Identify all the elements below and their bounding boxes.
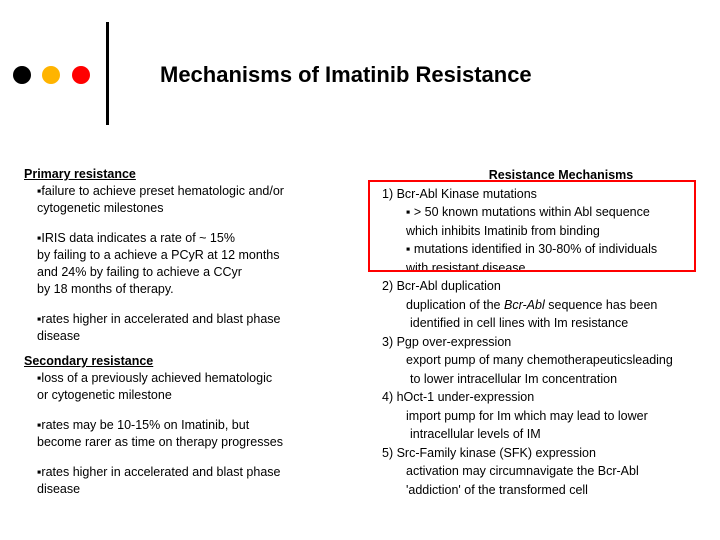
line: cytogenetic milestones xyxy=(37,201,164,215)
highlight-box xyxy=(368,180,696,272)
line: by 18 months of therapy. xyxy=(37,282,174,296)
left-column xyxy=(24,166,354,498)
primary-item xyxy=(24,311,354,345)
gene-name: Bcr-Abl xyxy=(504,297,545,312)
secondary-item xyxy=(24,417,354,451)
mechanism-1: 1) Bcr-Abl Kinase mutations xyxy=(382,186,537,201)
line: disease xyxy=(37,329,81,343)
mechanism-3: 3) Pgp over-expression xyxy=(382,334,512,349)
line: ▪IRIS data indicates a rate of ~ 15% xyxy=(37,231,235,245)
mechanism-1-detail: ▪ > 50 known mutations within Abl sequence xyxy=(406,205,650,219)
primary-item xyxy=(24,183,354,217)
mechanism-3-detail: export pump of many chemotherapeuticsleading xyxy=(406,353,673,367)
secondary-item xyxy=(24,464,354,498)
secondary-item xyxy=(24,370,354,404)
primary-resistance-heading: Primary resistance xyxy=(24,167,136,181)
slide-title: Mechanisms of Imatinib Resistance xyxy=(160,62,532,87)
bullet-dot-yellow xyxy=(42,66,60,84)
mechanism-2-detail: identified in cell lines with Im resistance xyxy=(410,316,629,330)
line: and 24% by failing to achieve a CCyr xyxy=(37,265,242,279)
mechanism-5-detail: activation may circumnavigate the Bcr-Abl xyxy=(406,464,639,478)
mechanism-1-detail: which inhibits Imatinib from binding xyxy=(406,223,600,238)
line: or cytogenetic milestone xyxy=(37,388,172,402)
mechanism-5-detail: 'addiction' of the transformed cell xyxy=(406,482,588,497)
line: become rarer as time on therapy progresses xyxy=(37,435,283,449)
line: ▪failure to achieve preset hematologic and/or xyxy=(37,184,284,198)
mechanism-2: 2) Bcr-Abl duplication xyxy=(382,279,501,293)
mechanism-5: 5) Src-Family kinase (SFK) expression xyxy=(382,445,596,460)
line: disease xyxy=(37,482,81,496)
secondary-resistance-heading: Secondary resistance xyxy=(24,354,154,368)
mechanism-4-detail: import pump for Im which may lead to lower xyxy=(406,408,648,423)
line: ▪rates may be 10-15% on Imatinib, but xyxy=(37,418,250,432)
bullet-dot-black xyxy=(13,66,31,84)
resistance-mechanisms-heading: Resistance Mechanisms xyxy=(488,168,634,182)
mechanism-4-detail: intracellular levels of IM xyxy=(410,427,541,441)
mechanism-3-detail: to lower intracellular Im concentration xyxy=(410,371,618,386)
mechanism-2-detail xyxy=(376,296,716,315)
line: ▪rates higher in accelerated and blast phase xyxy=(37,465,281,479)
text-run: duplication of the xyxy=(406,297,504,312)
line: ▪rates higher in accelerated and blast phase xyxy=(37,312,281,326)
line: by failing to a achieve a PCyR at 12 months xyxy=(37,248,280,262)
mechanism-1-detail: ▪ mutations identified in 30-80% of individuals xyxy=(406,242,658,256)
mechanism-1-detail: with resistant disease xyxy=(406,260,526,275)
primary-item xyxy=(24,230,354,298)
title-divider xyxy=(106,22,109,125)
mechanism-4: 4) hOct-1 under-expression xyxy=(382,390,535,404)
bullet-dot-red xyxy=(72,66,90,84)
line: ▪loss of a previously achieved hematologic xyxy=(37,371,273,385)
text-run: sequence has been xyxy=(544,297,658,312)
